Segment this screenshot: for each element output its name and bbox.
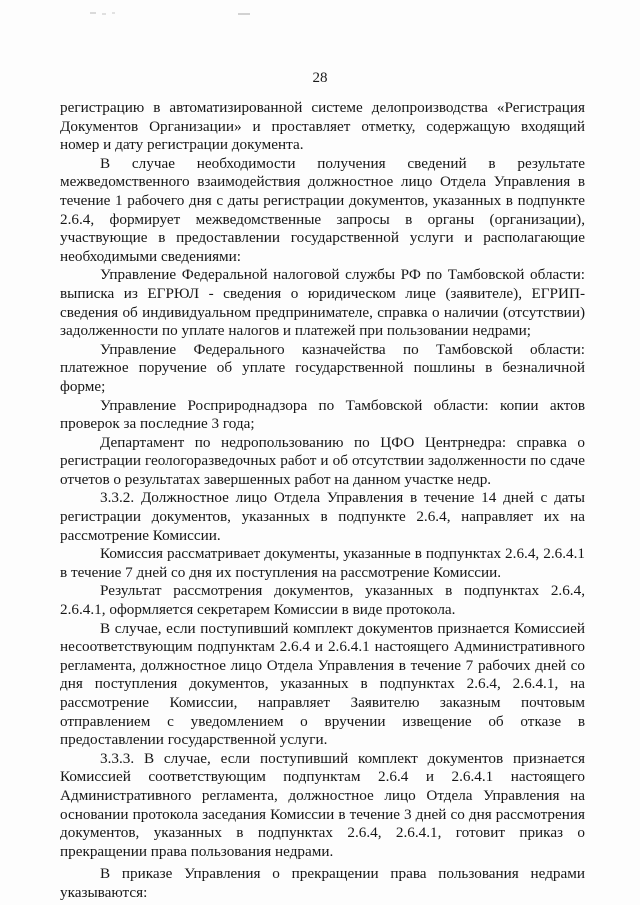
document-body xyxy=(60,99,585,903)
paragraph-11: 3.3.3. В случае, если поступивший комплект документов признается Комиссией соответствующим подпунктам 2.6.4 и 2.6.4.1 настоящего Административного регламента, должностное лицо Отдела Управления на основании протокола заседания Комиссии в течение 3 дней со дня рассмотрения документов, указанных в подпунктах 2.6.4, 2.6.4.1, готовит приказ о прекращении права пользования недрами. xyxy=(60,749,585,860)
paragraph-6: Департамент по недропользованию по ЦФО Центрнедра: справка о регистрации геологоразведочных работ и об отсутствии задолженности по сдаче отчетов о результатах завершенных работ на данном участке недр. xyxy=(60,433,585,488)
paragraph-7: 3.3.2. Должностное лицо Отдела Управления в течение 14 дней с даты регистрации документов, указанных в подпункте 2.6.4, направляет их на рассмотрение Комиссии. xyxy=(60,489,585,544)
paragraph-3: Управление Федеральной налоговой службы РФ по Тамбовской области: выписка из ЕГРЮЛ - сведения о юридическом лице (заявителе), ЕГРИП-сведения об индивидуальном предпринимателе, справка о наличии (отсутствии) задолженности по уплате налогов и платежей при пользовании недрами; xyxy=(60,266,585,340)
paragraph-5: Управление Росприроднадзора по Тамбовской области: копии актов проверок за последние 3 года; xyxy=(60,396,585,433)
paragraph-4: Управление Федерального казначейства по Тамбовской области: платежное поручение об уплате государственной пошлины в безналичной форме; xyxy=(60,340,585,395)
paragraph-9: Результат рассмотрения документов, указанных в подпунктах 2.6.4, 2.6.4.1, оформляется секретарем Комиссии в виде протокола. xyxy=(60,582,585,619)
page-number: 28 xyxy=(312,70,328,86)
paragraph-10: В случае, если поступивший комплект документов признается Комиссией несоответствующим подпунктам 2.6.4 и 2.6.4.1 настоящего Административного регламента, должностное лицо Отдела Управления в течение 7 рабочих дней со дня поступления документов, указанных в подпунктах 2.6.4, 2.6.4.1, на рассмотрение Комиссии, направляет Заявителю заказным почтовым отправлением с уведомлением о вручении извещение об отказе в предоставлении государственной услуги. xyxy=(60,619,585,749)
paragraph-1: регистрацию в автоматизированной системе делопроизводства «Регистрация Документов Организации» и проставляет отметку, содержащую входящий номер и дату регистрации документа. xyxy=(60,99,585,154)
paragraph-12: В приказе Управления о прекращении права пользования недрами указываются: xyxy=(60,865,585,901)
paragraph-2: В случае необходимости получения сведений в результате межведомственного взаимодействия должностное лицо Отдела Управления в течение 1 рабочего дня с даты регистрации документов, указанных в подпункте 2.6.4, формирует межведомственные запросы в органы (организации), участвующие в предоставлении государственной услуги и располагающие необходимыми сведениями: xyxy=(60,154,585,265)
paragraph-8: Комиссия рассматривает документы, указанные в подпунктах 2.6.4, 2.6.4.1 в течение 7 дней со дня их поступления на рассмотрение Комиссии. xyxy=(60,545,585,581)
scan-artifact-marks xyxy=(90,10,260,18)
